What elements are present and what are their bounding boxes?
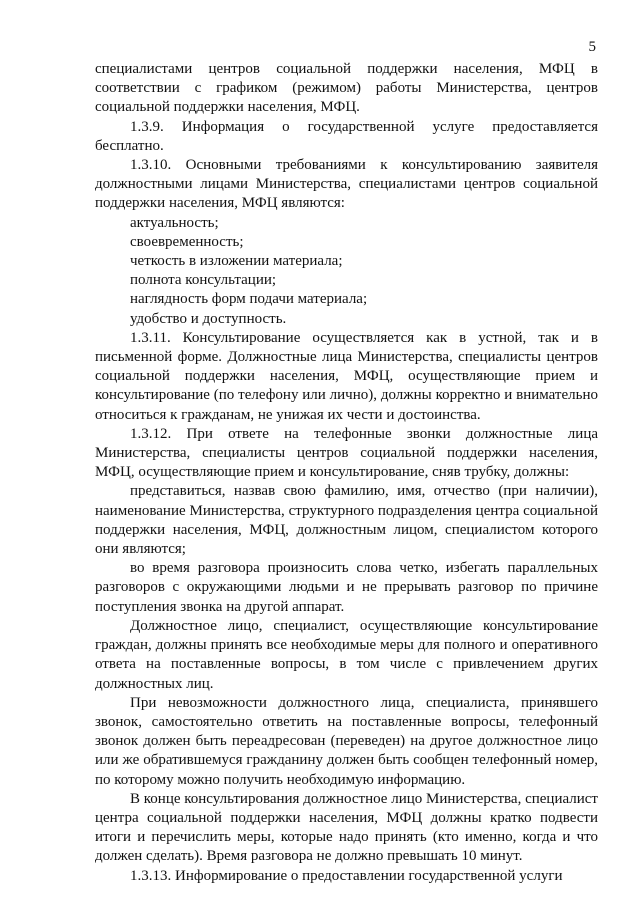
paragraph: специалистами центров социальной поддержки населения, МФЦ в соответствии с графиком (режимом) работы Министерства, центров социальной поддержки населения, МФЦ. (95, 61, 598, 116)
list-item: полнота консультации; (130, 272, 277, 289)
paragraph: 1.3.9. Информация о государственной услуге предоставляется бесплатно. (95, 118, 598, 154)
paragraph: представиться, назвав свою фамилию, имя, отчество (при наличии), наименование Министерства, структурного подразделения центра социальной поддержки населения, МФЦ, должностным лицом, специалистом которого они являются; (95, 483, 598, 558)
list-item: удобство и доступность. (130, 310, 287, 327)
page-number: 5 (588, 39, 596, 55)
list-item: четкость в изложении материала; (130, 253, 343, 270)
list-item: наглядность форм подачи материала; (130, 291, 368, 308)
list-item: своевременность; (130, 233, 244, 250)
paragraph: во время разговора произносить слова четко, избегать параллельных разговоров с окружающими людьми и не прерывать разговор по причине поступления звонка на другой аппарат. (95, 560, 598, 615)
paragraph: При невозможности должностного лица, специалиста, принявшего звонок, самостоятельно ответить на поставленные вопросы, телефонный звонок должен быть переадресован (переведен) на другое должностное лицо или же обратившемуся гражданину должен быть сообщен телефонный номер, по которому можно получить необходимую информацию. (95, 694, 598, 788)
document-body (95, 60, 598, 886)
paragraph: 1.3.12. При ответе на телефонные звонки должностные лица Министерства, специалисты центров социальной поддержки населения, МФЦ, осуществляющие прием и консультирование, сняв трубку, должны: (95, 425, 598, 481)
paragraph: Должностное лицо, специалист, осуществляющие консультирование граждан, должны принять все необходимые меры для полного и оперативного ответа на поставленные вопросы, в том числе с привлечением других должностных лиц. (95, 617, 598, 692)
paragraph: 1.3.11. Консультирование осуществляется как в устной, так и в письменной форме. Должностные лица Министерства, специалисты центров социальной поддержки населения, МФЦ, осуществляющие прием и консультирование (по телефону или лично), должны корректно и внимательно относиться к гражданам, не унижая их чести и достоинства. (95, 329, 598, 423)
paragraph: В конце консультирования должностное лицо Министерства, специалист центра социальной поддержки населения, МФЦ должны кратко подвести итоги и перечислить меры, которые надо принять (кто именно, когда и что должен сделать). Время разговора не должно превышать 10 минут. (95, 790, 598, 865)
paragraph: 1.3.10. Основными требованиями к консультированию заявителя должностными лицами Министерства, специалистами центров социальной поддержки населения, МФЦ являются: (95, 157, 598, 212)
paragraph: 1.3.13. Информирование о предоставлении государственной услуги (130, 867, 563, 884)
list-item: актуальность; (130, 214, 219, 231)
